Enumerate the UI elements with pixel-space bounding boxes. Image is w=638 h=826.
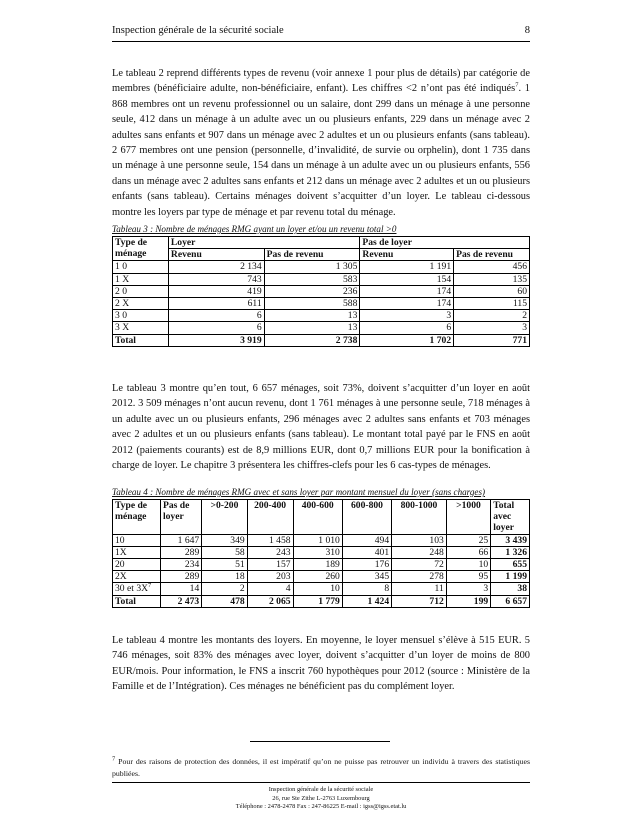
- paragraph-tableau-2: [112, 66, 530, 220]
- column-header: [113, 237, 169, 261]
- table-row: [113, 546, 530, 558]
- total-label-3: loyer: [493, 522, 514, 534]
- table-cell: 10: [446, 559, 490, 571]
- table-cell: 157: [247, 559, 293, 571]
- paragraph-tableau-4: Le tableau 4 montre les montants des loyers. En moyenne, le loyer mensuel s’élève à 515 EUR. 5 746 ménages, soit 83% des ménages avec loyer, doivent s’acquitter d’un loyer de moins de 800 EUR/mois. Pour information, le FNS a inscrit 760 hypothèques pour 2012 (source : Ministère de la Famille et de l’Intégration). Ces ménages ne bénéficient pas du complément loyer.: [112, 635, 530, 693]
- table-cell: 176: [342, 559, 391, 571]
- column-header: [491, 500, 530, 535]
- table-cell: 135: [454, 273, 530, 285]
- table-cell: 38: [491, 583, 530, 595]
- table-cell: 154: [360, 273, 454, 285]
- row-label: 3 X: [113, 322, 169, 334]
- table-cell: 3: [446, 583, 490, 595]
- table3: [112, 236, 530, 347]
- table-row: [113, 534, 530, 546]
- table-cell: 3 919: [168, 334, 264, 346]
- column-header: 200-400: [247, 500, 293, 535]
- table-header-row: [113, 237, 530, 249]
- table-row: [113, 571, 530, 583]
- type-label-1: Type de: [115, 500, 148, 511]
- table-cell: 66: [446, 546, 490, 558]
- table-cell: 2 738: [264, 334, 360, 346]
- column-header-loyer: Loyer: [168, 237, 359, 249]
- column-header-pas-revenu: Pas de revenu: [264, 249, 360, 261]
- table-cell: 174: [360, 285, 454, 297]
- table-cell: 13: [264, 310, 360, 322]
- footer-line: Inspection générale de la sécurité sociale: [268, 786, 374, 793]
- table-row: [113, 310, 530, 322]
- row-label: [113, 571, 161, 583]
- table-cell: 58: [202, 546, 247, 558]
- table-cell: 1 647: [160, 534, 201, 546]
- footnote-ref[interactable]: 7: [148, 582, 152, 590]
- row-label: 3 0: [113, 310, 169, 322]
- row-label: [113, 534, 161, 546]
- table-cell: 278: [392, 571, 447, 583]
- table-cell: 743: [168, 273, 264, 285]
- table-row: [113, 559, 530, 571]
- table-cell: 243: [247, 546, 293, 558]
- table-row: [113, 334, 530, 346]
- table-cell: 6: [168, 310, 264, 322]
- table-cell: 494: [342, 534, 391, 546]
- table-cell: 1 199: [491, 571, 530, 583]
- row-label-text: 1X: [115, 546, 127, 558]
- column-header-pas-revenu: Pas de revenu: [454, 249, 530, 261]
- row-label: [113, 595, 161, 607]
- table-cell: 419: [168, 285, 264, 297]
- column-header-revenu: Revenu: [168, 249, 264, 261]
- row-label: [113, 559, 161, 571]
- row-label: 2 X: [113, 298, 169, 310]
- table-cell: 345: [342, 571, 391, 583]
- table4: [112, 499, 530, 608]
- table-cell: 588: [264, 298, 360, 310]
- table-cell: 2: [202, 583, 247, 595]
- table-cell: 174: [360, 298, 454, 310]
- table-cell: 95: [446, 571, 490, 583]
- table-cell: 13: [264, 322, 360, 334]
- table-cell: 655: [491, 559, 530, 571]
- table-cell: 2: [454, 310, 530, 322]
- table-cell: 60: [454, 285, 530, 297]
- column-header: 600-800: [342, 500, 391, 535]
- table4-body: [113, 534, 530, 607]
- column-header-revenu: Revenu: [360, 249, 454, 261]
- table-cell: 14: [160, 583, 201, 595]
- table-cell: 310: [293, 546, 342, 558]
- table-cell: 1 458: [247, 534, 293, 546]
- table-cell: 611: [168, 298, 264, 310]
- footnote-text: Pour des raisons de protection des données, il est impératif qu’on ne puisse pas retrouver un individu à travers des statistiques publiées.: [112, 757, 530, 778]
- table-cell: 51: [202, 559, 247, 571]
- total-label-1: Total: [493, 500, 515, 511]
- page-number: 8: [524, 25, 530, 36]
- table-cell: 712: [392, 595, 447, 607]
- row-label-text: 30 et 3X: [115, 583, 149, 595]
- paragraph-text: . 1 868 membres ont un revenu professionnel ou un salaire, dont 299 dans un ménage à une personne seule, 412 dans un ménage à un adulte avec un ou plusieurs enfants, 229 dans un ménage avec 2 adultes sans enfants et 907 dans un ménage avec 2 adultes et un ou plusieurs enfants (sans tableau). 2 677 membres ont une pension (personnelle, d’invalidité, de survie ou orphelin), dont 1 735 dans un ménage à une personne seule, 154 dans un ménage à un adulte avec un ou plusieurs enfants, 556 dans un ménage avec 2 adultes sans enfants et 212 dans un ménage avec 2 adultes et un ou plusieurs enfants (sans tableau). Certains ménages doivent s’acquitter d’un loyer. Le tableau ci-dessous montre les loyers par type de ménage et par revenu total du ménage.: [112, 83, 530, 218]
- column-header: [160, 500, 201, 535]
- type-label-1: Type de: [115, 237, 148, 248]
- column-header: [113, 500, 161, 535]
- table-cell: 3: [360, 310, 454, 322]
- table4-caption: Tableau 4 : Nombre de ménages RMG avec et sans loyer par montant mensuel du loyer (sans charges): [112, 487, 486, 497]
- table-cell: 2 473: [160, 595, 201, 607]
- row-label: [113, 583, 161, 595]
- table-cell: 456: [454, 261, 530, 273]
- table-cell: 189: [293, 559, 342, 571]
- table-row: [113, 285, 530, 297]
- row-label-text: 10: [115, 534, 125, 546]
- table-cell: 248: [392, 546, 447, 558]
- table-cell: 72: [392, 559, 447, 571]
- table-cell: 6: [360, 322, 454, 334]
- table-row: [113, 322, 530, 334]
- column-header-pas-loyer: Pas de loyer: [360, 237, 530, 249]
- table-cell: 1 702: [360, 334, 454, 346]
- row-label: [113, 546, 161, 558]
- table-cell: 1 424: [342, 595, 391, 607]
- table-row: [113, 273, 530, 285]
- table-cell: 4: [247, 583, 293, 595]
- footnote: [112, 756, 530, 779]
- table-cell: 8: [342, 583, 391, 595]
- total-label-2: avec: [493, 511, 512, 523]
- column-header: >0-200: [202, 500, 247, 535]
- table-cell: 115: [454, 298, 530, 310]
- table-cell: 1 305: [264, 261, 360, 273]
- table-cell: 583: [264, 273, 360, 285]
- table-cell: 6: [168, 322, 264, 334]
- table-cell: 2 134: [168, 261, 264, 273]
- table-cell: 1 779: [293, 595, 342, 607]
- footer-line: 26, rue Ste Zithe L-2763 Luxembourg: [272, 794, 370, 802]
- table-cell: 10: [293, 583, 342, 595]
- row-label: Total: [113, 334, 169, 346]
- table3-body: [113, 261, 530, 346]
- paragraph-tableau-3: Le tableau 3 montre qu’en tout, 6 657 ménages, soit 73%, doivent s’acquitter d’un loyer en août 2012. 3 509 ménages n’ont aucun revenu, dont 1 761 ménages à une personne seule, 718 ménages à un adulte avec un ou plusieurs enfants, 296 ménages avec 2 adultes sans enfants et 703 ménages avec 2 adultes et un ou plusieurs enfants (sans tableau). Le montant total payé par le FNS en août 2012 (paiements courants) est de 8,9 millions EUR, dont 0,7 millions EUR pour la bonification à charge de loyer. Le chapitre 3 présentera les chiffres-clefs pour les 6 cas-types de ménages.: [112, 383, 530, 472]
- footnote-separator: [250, 741, 390, 742]
- table-row: [113, 298, 530, 310]
- table-cell: 2 065: [247, 595, 293, 607]
- row-label-text: 2X: [115, 571, 127, 583]
- table-row: [113, 583, 530, 595]
- column-header: 400-600: [293, 500, 342, 535]
- table-cell: 203: [247, 571, 293, 583]
- table-cell: 236: [264, 285, 360, 297]
- table-cell: 478: [202, 595, 247, 607]
- pas-label-2: loyer: [162, 511, 184, 523]
- table-cell: 234: [160, 559, 201, 571]
- page-footer: [112, 786, 530, 812]
- table3-caption: Tableau 3 : Nombre de ménages RMG ayant un loyer et/ou un revenu total >0: [112, 224, 397, 234]
- table-cell: 18: [202, 571, 247, 583]
- table-cell: 1 191: [360, 261, 454, 273]
- pas-label-1: Pas de: [162, 500, 190, 511]
- type-label-2: ménage: [115, 248, 147, 260]
- footnote-ref[interactable]: 7: [515, 81, 519, 89]
- table-row: [113, 261, 530, 273]
- table-cell: 1 010: [293, 534, 342, 546]
- page-header: [112, 25, 530, 42]
- row-label-text: 20: [115, 559, 125, 571]
- table-cell: 1 326: [491, 546, 530, 558]
- row-label: 1 X: [113, 273, 169, 285]
- table-cell: 6 657: [491, 595, 530, 607]
- footnote-number: 7: [112, 755, 116, 763]
- row-label: 1 0: [113, 261, 169, 273]
- table-cell: 11: [392, 583, 447, 595]
- column-header: 800-1000: [392, 500, 447, 535]
- table-cell: 260: [293, 571, 342, 583]
- table-cell: 401: [342, 546, 391, 558]
- paragraph-text: Le tableau 2 reprend différents types de revenu (voir annexe 1 pour plus de détails) par catégorie de membres (bénéficiaire adulte, non-bénéficiaire, enfant). Les chiffres <2 n’ont pas été indiqués: [112, 68, 530, 95]
- table-cell: 289: [160, 546, 201, 558]
- column-header: >1000: [446, 500, 490, 535]
- type-label-2: ménage: [115, 511, 147, 523]
- table-cell: 103: [392, 534, 447, 546]
- footer-line: Téléphone : 2478-2478 Fax : 247-86225 E-mail : igss@igss.etat.lu: [235, 803, 407, 811]
- table-subheader-row: [113, 249, 530, 261]
- table-cell: 3: [454, 322, 530, 334]
- table-cell: 3 439: [491, 534, 530, 546]
- row-label-text: Total: [115, 595, 136, 607]
- header-title: Inspection générale de la sécurité sociale: [112, 25, 284, 36]
- table-cell: 771: [454, 334, 530, 346]
- table-row: [113, 595, 530, 607]
- table-cell: 199: [446, 595, 490, 607]
- table-cell: 25: [446, 534, 490, 546]
- table-cell: 349: [202, 534, 247, 546]
- table-header-row: [113, 500, 530, 535]
- row-label: 2 0: [113, 285, 169, 297]
- footer-rule: [112, 782, 530, 783]
- table-cell: 289: [160, 571, 201, 583]
